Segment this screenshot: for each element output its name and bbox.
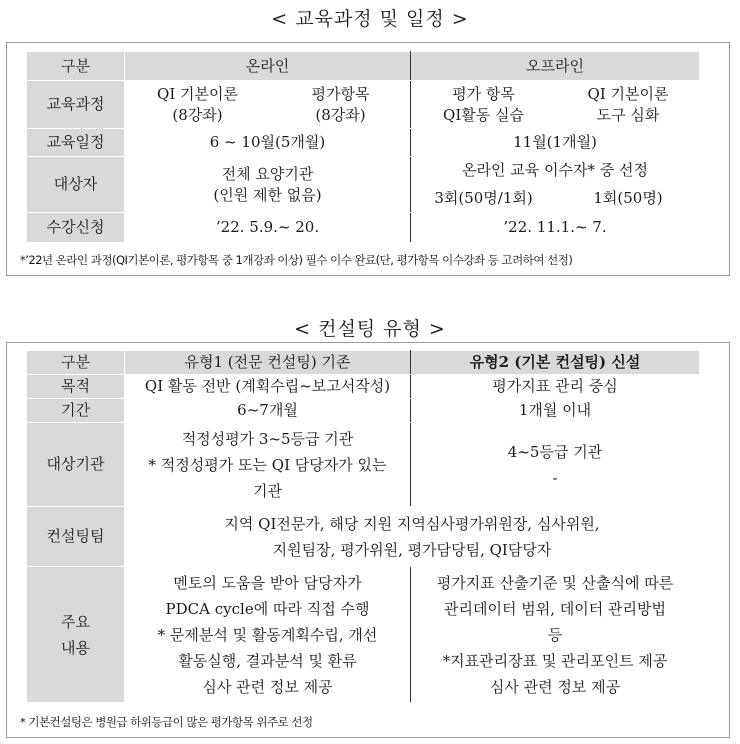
row-label-target: 대상자 <box>27 157 125 213</box>
period-type1: 6~7개월 <box>125 399 411 423</box>
course-eval-items: 평가항목 (8강좌) <box>271 81 411 129</box>
hdr-online: 온라인 <box>125 52 411 81</box>
row-label-course: 교육과정 <box>27 81 125 129</box>
target-offline: 온라인 교육 이수자* 중 선정 <box>411 157 700 185</box>
hdr-category: 구분 <box>27 52 125 81</box>
org-type1: 적정성평가 3~5등급 기관 * 적정성평가 또는 QI 담당자가 있는 기관 <box>125 423 411 507</box>
hdr-category: 구분 <box>27 351 125 375</box>
hdr-type2: 유형2 (기본 컨설팅) 신설 <box>411 351 700 375</box>
schedule-footnote: *’22년 온라인 과정(QI기본이론, 평가항목 중 1개강좌 이상) 필수 이수 완료(단, 평가항목 이수강좌 등 고려하여 선정) <box>20 253 573 267</box>
section-title-consulting: < 컨설팅 유형 > <box>294 318 446 340</box>
hdr-offline: 오프라인 <box>411 52 700 81</box>
consulting-footnote: * 기본컨설팅은 병원급 하위등급이 많은 평가항목 위주로 선정 <box>20 715 313 729</box>
course-qi-basic: QI 기본이론 (8강좌) <box>125 81 271 129</box>
row-label-period: 기간 <box>27 399 125 423</box>
purpose-type2: 평가지표 관리 중심 <box>411 375 700 399</box>
course-offline-advanced: QI 기본이론 도구 심화 <box>557 81 700 129</box>
schedule-online: 6 ~ 10월(5개월) <box>125 129 411 157</box>
team-members: 지역 QI전문가, 해당 지원 지역심사평가위원장, 심사위원, 지원팀장, 평가위원, 평가담당팀, QI담당자 <box>125 507 700 567</box>
row-label-purpose: 목적 <box>27 375 125 399</box>
content-type1: 멘토의 도움을 받아 담당자가 PDCA cycle에 따라 직접 수행 * 문제분석 및 활동계획수립, 개선 활동실행, 결과분석 및 환류 심사 관련 정보 제공 <box>125 567 411 703</box>
course-offline-practice: 평가 항목 QI활동 실습 <box>411 81 557 129</box>
row-label-team: 컨설팅팀 <box>27 507 125 567</box>
row-label-content: 주요 내용 <box>27 567 125 703</box>
target-offline-sessions-2: 1회(50명) <box>557 185 700 213</box>
schedule-table <box>26 51 700 243</box>
purpose-type1: QI 활동 전반 (계획수립~보고서작성) <box>125 375 411 399</box>
hdr-type1: 유형1 (전문 컨설팅) 기존 <box>125 351 411 375</box>
target-offline-sessions-1: 3회(50명/1회) <box>411 185 557 213</box>
consulting-table <box>26 350 700 703</box>
row-label-org: 대상기관 <box>27 423 125 507</box>
apply-offline: ’22. 11.1.~ 7. <box>411 213 700 243</box>
content-type2: 평가지표 산출기준 및 산출식에 따른 관리데이터 범위, 데이터 관리방법 등 *지표관리장표 및 관리포인트 제공 심사 관련 정보 제공 <box>411 567 700 703</box>
section-title-schedule: < 교육과정 및 일정 > <box>271 8 469 30</box>
target-online: 전체 요양기관 (인원 제한 없음) <box>125 157 411 213</box>
period-type2: 1개월 이내 <box>411 399 700 423</box>
apply-online: ’22. 5.9.~ 20. <box>125 213 411 243</box>
org-type2: 4~5등급 기관 - <box>411 423 700 507</box>
schedule-offline: 11월(1개월) <box>411 129 700 157</box>
row-label-apply: 수강신청 <box>27 213 125 243</box>
row-label-schedule: 교육일정 <box>27 129 125 157</box>
